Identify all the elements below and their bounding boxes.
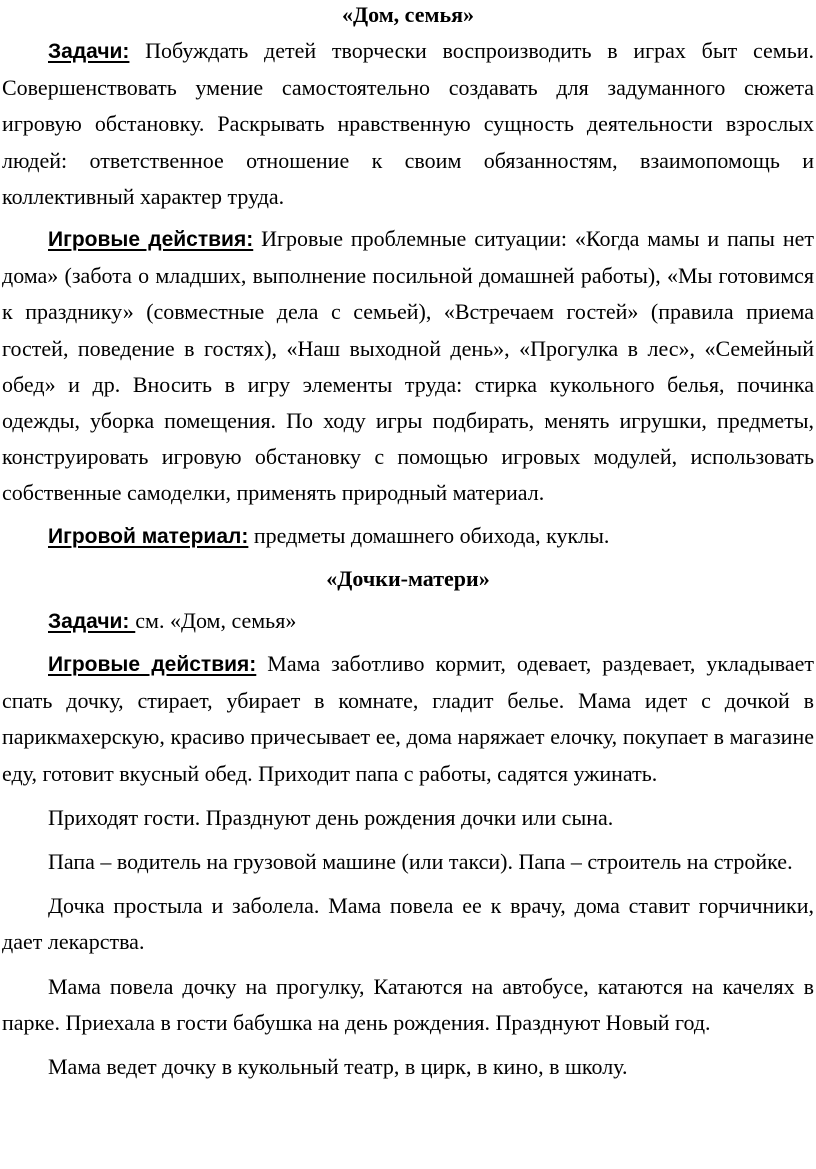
body-paragraph: Мама ведет дочку в кукольный театр, в цирк, в кино, в школу.: [48, 1054, 628, 1080]
actions-label-2: Игровые действия:: [48, 653, 257, 677]
body-paragraph: Мама повела дочку на прогулку, Катаются на автобусе, катаются на качелях в парке. Приехала в гости бабушка на день рождения. Празднуют Новый год.: [2, 973, 814, 1035]
tasks-label: Задачи:: [48, 40, 130, 63]
actions-paragraph: [0, 221, 816, 512]
material-text: предметы домашнего обихода, куклы.: [248, 522, 610, 548]
material-paragraph: [0, 518, 816, 555]
actions-paragraph-2: [0, 646, 816, 792]
actions-label: Игровые действия:: [48, 228, 254, 252]
actions-text: Игровые проблемные ситуации: «Когда мамы и папы нет дома» (забота о младших, выполнение посильной домашней работы), «Мы готовимся к празднику» (совместные дела с семьей), «Встречаем гостей» (правила приема гостей, поведение в гостях), «Наш выходной день», «Прогулка в лес», «Семейный обед» и др. Вносить в игру элементы труда: стирка кукольного белья, починка одежды, уборка помещения. По ходу игры подбирать, менять игрушки, предметы, конструировать игровую обстановку с помощью игровых модулей, использовать собственные самоделки, применять природный материал.: [2, 226, 814, 506]
tasks-text: Побуждать детей творчески воспроизводить в играх быт семьи. Совершенствовать умение самостоятельно создавать для задуманного сюжета игровую обстановку. Раскрывать нравственную сущность деятельности взрослых людей: ответственное отношение к своим обязанностям, взаимопомощь и коллективный характер труда.: [2, 38, 814, 209]
material-label: Игровой материал:: [48, 524, 249, 548]
body-paragraph: Приходят гости. Празднуют день рождения дочки или сына.: [48, 804, 614, 830]
body-paragraph: Дочка простыла и заболела. Мама повела ее к врачу, дома ставит горчичники, дает лекарства.: [2, 893, 814, 955]
tasks-paragraph: [0, 33, 816, 215]
body-paragraph: Папа – водитель на грузовой машине (или такси). Папа – строитель на стройке.: [48, 849, 793, 875]
tasks-text-2: см. «Дом, семья»: [135, 607, 297, 633]
actions-text-2: Мама заботливо кормит, одевает, раздевает, укладывает спать дочку, стирает, убирает в комнате, гладит белье. Мама идет с дочкой в парикмахерскую, красиво причесывает ее, дома наряжает елочку, покупает в магазине еду, готовит вкусный обед. Приходит папа с работы, садятся ужинать.: [2, 651, 814, 786]
section-title-daughters-mothers: «Дочки-матери»: [326, 565, 490, 591]
tasks-label-2: Задачи:: [48, 609, 136, 633]
tasks-paragraph-2: [0, 603, 816, 640]
section-title-home-family: «Дом, семья»: [341, 2, 475, 27]
